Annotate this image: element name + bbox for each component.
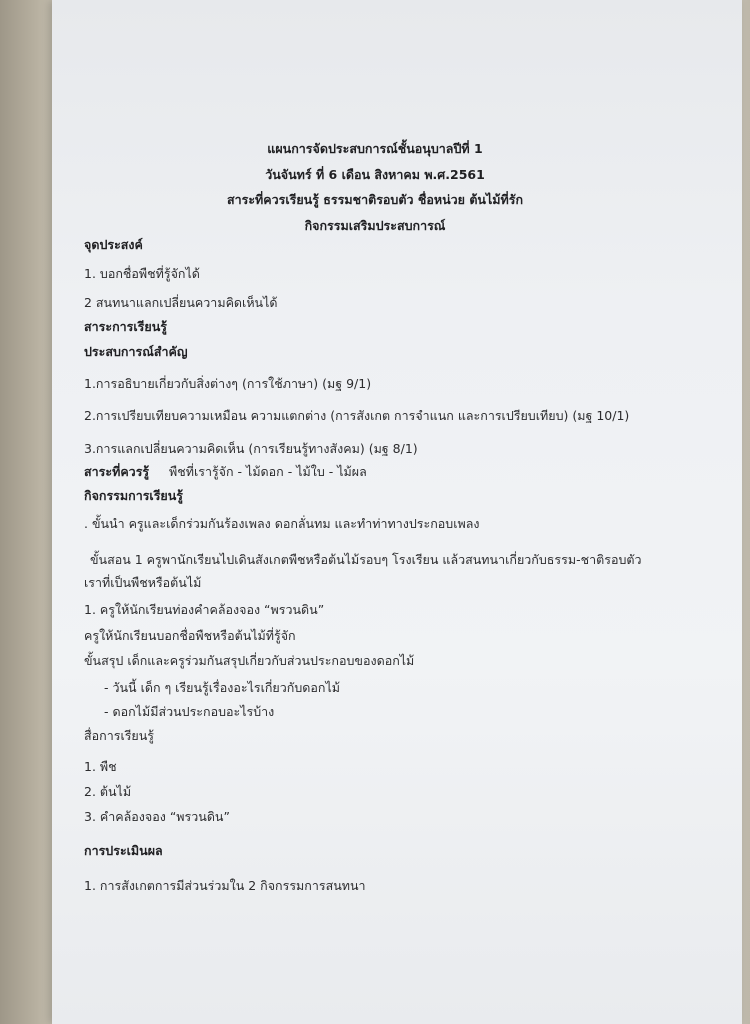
activity-step1-line1: ขั้นสอน 1 ครูพานักเรียนไปเดินสังเกตพืชหรือต้นไม้รอบๆ โรงเรียน แล้วสนทนาเกี่ยวกับธรรม-ชาติรอบตัว bbox=[90, 552, 642, 567]
media-heading: สื่อการเรียนรู้ bbox=[84, 728, 155, 743]
activity-step1-line2: เราที่เป็นพืชหรือต้นไม้ bbox=[84, 575, 202, 590]
should-learn-text: พืชที่เรารู้จัก - ไม้ดอก - ไม้ใบ - ไม้ผล bbox=[169, 464, 367, 479]
activity-line-a: 1. ครูให้นักเรียนท่องคำคล้องจอง “พรวนดิน” bbox=[84, 602, 325, 617]
subject-unit-line: สาระที่ควรเรียนรู้ ธรรมชาติรอบตัว ชื่อหน่วย ต้นไม้ที่รัก bbox=[226, 192, 524, 207]
objectives-heading: จุดประสงค์ bbox=[84, 237, 143, 252]
activity-summary-point-1: - วันนี้ เด็ก ๆ เรียนรู้เรื่องอะไรเกี่ยวกับดอกไม้ bbox=[104, 680, 340, 695]
evaluation-heading: การประเมินผล bbox=[84, 843, 163, 858]
activities-heading: กิจกรรมการเรียนรู้ bbox=[84, 488, 183, 503]
should-learn-label: สาระที่ควรรู้ bbox=[84, 464, 150, 479]
objective-item-2: 2 สนทนาแลกเปลี่ยนความคิดเห็นได้ bbox=[84, 295, 278, 310]
activity-line-b: ครูให้นักเรียนบอกชื่อพืชหรือต้นไม้ที่รู้จัก bbox=[84, 628, 296, 643]
plan-title: แผนการจัดประสบการณ์ชั้นอนุบาลปีที่ 1 bbox=[267, 141, 483, 156]
key-experience-item-2: 2.การเปรียบเทียบความเหมือน ความแตกต่าง (การสังเกต การจำแนก และการเปรียบเทียบ) (มฐ 10/1) bbox=[84, 408, 630, 423]
evaluation-item-1: 1. การสังเกตการมีส่วนร่วมใน 2 กิจกรรมการสนทนา bbox=[84, 878, 366, 893]
media-item-3: 3. คำคล้องจอง “พรวนดิน” bbox=[84, 809, 230, 824]
objective-item-1: 1. บอกชื่อพืชที่รู้จักได้ bbox=[84, 266, 200, 281]
date-line: วันจันทร์ ที่ 6 เดือน สิงหาคม พ.ศ.2561 bbox=[265, 167, 485, 182]
key-experience-item-1: 1.การอธิบายเกี่ยวกับสิ่งต่างๆ (การใช้ภาษา) (มฐ 9/1) bbox=[84, 376, 372, 391]
content-heading: สาระการเรียนรู้ bbox=[84, 319, 167, 334]
key-experience-item-3: 3.การแลกเปลี่ยนความคิดเห็น (การเรียนรู้ทางสังคม) (มฐ 8/1) bbox=[84, 441, 418, 456]
media-item-1: 1. พืช bbox=[84, 759, 117, 774]
key-experience-heading: ประสบการณ์สำคัญ bbox=[84, 344, 188, 359]
activity-summary-point-2: - ดอกไม้มีส่วนประกอบอะไรบ้าง bbox=[104, 704, 275, 719]
activity-summary: ขั้นสรุป เด็กและครูร่วมกันสรุปเกี่ยวกับส่วนประกอบของดอกไม้ bbox=[84, 653, 415, 668]
activity-type-line: กิจกรรมเสริมประสบการณ์ bbox=[304, 218, 446, 233]
media-item-2: 2. ต้นไม้ bbox=[84, 784, 132, 799]
activity-intro: . ขั้นนำ ครูและเด็กร่วมกันร้องเพลง ดอกลั่นทม และทำท่าทางประกอบเพลง bbox=[84, 516, 480, 531]
